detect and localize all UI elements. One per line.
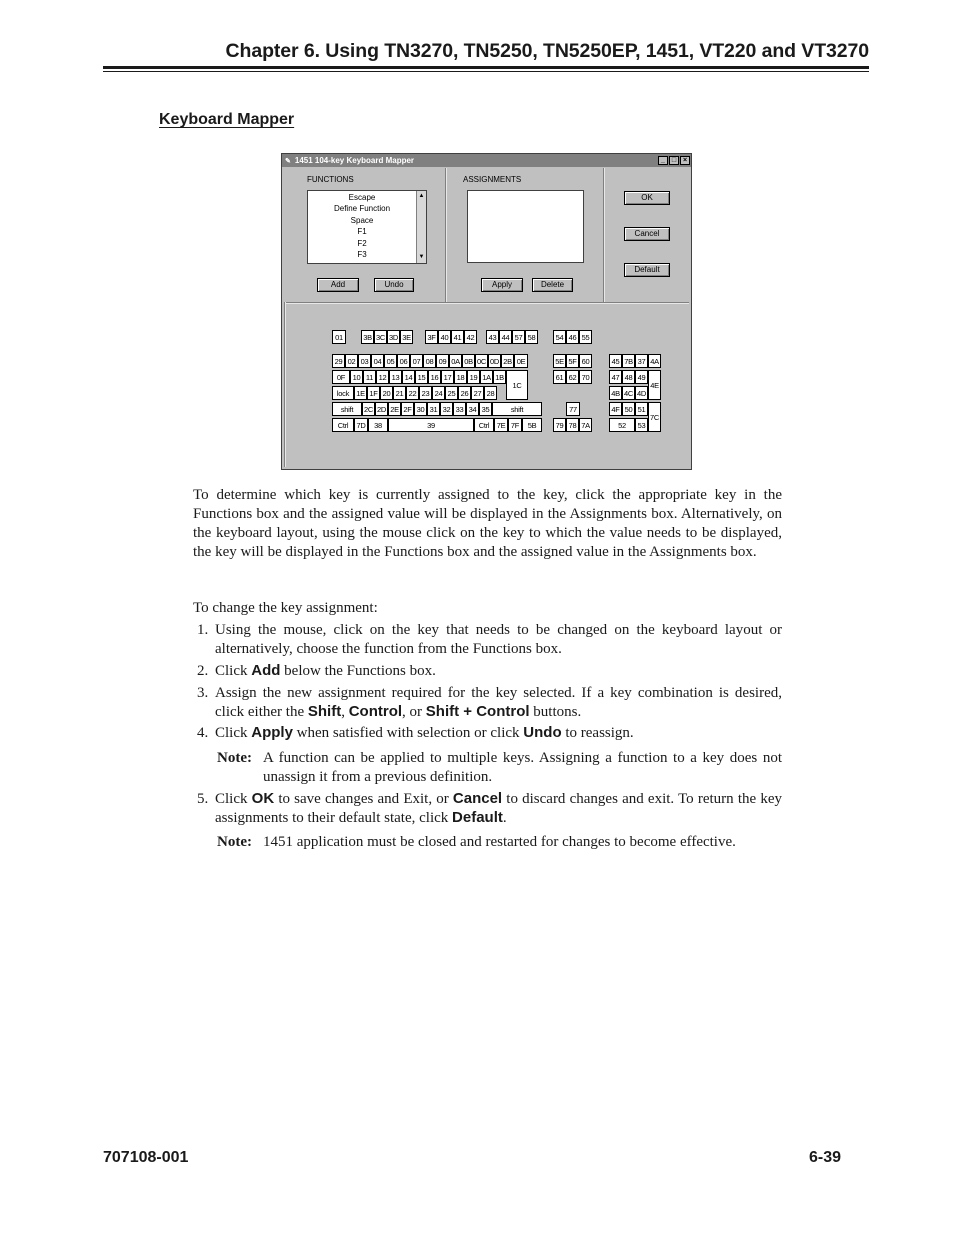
step-number: 3. <box>197 685 209 701</box>
chapter-title: Chapter 6. Using TN3270, TN5250, TN5250EP, 1451, VT220 and VT3270 <box>225 40 869 62</box>
keyboard-key[interactable]: 06 <box>397 354 410 368</box>
functions-listbox[interactable] <box>307 190 427 264</box>
list-item[interactable]: Escape <box>348 193 376 202</box>
keyboard-key[interactable]: shift <box>332 402 362 416</box>
keyboard-key[interactable]: 4F <box>609 402 622 416</box>
keyboard-key[interactable]: 58 <box>525 330 538 344</box>
header-rule <box>103 66 869 69</box>
list-item[interactable]: Space <box>350 215 374 225</box>
keyboard-key[interactable]: 40 <box>438 330 451 344</box>
keyboard-key[interactable]: 13 <box>389 370 402 384</box>
note-text: 1451 application must be closed and restarted for changes to become effective. <box>263 834 736 850</box>
doc-number: 707108-001 <box>103 1149 189 1166</box>
functions-label: FUNCTIONS <box>307 175 354 184</box>
keyboard-key[interactable]: 7D <box>354 418 368 432</box>
keyboard-key[interactable]: 20 <box>380 386 393 400</box>
step-number: 2. <box>197 663 209 679</box>
list-item[interactable]: F2 <box>357 238 367 248</box>
keyboard-key[interactable]: 30 <box>414 402 427 416</box>
keyboard-key[interactable]: 54 <box>553 330 566 344</box>
list-item[interactable]: Define Function <box>333 204 391 214</box>
keyboard-key[interactable]: 31 <box>427 402 440 416</box>
step-number: 5. <box>197 791 209 807</box>
keyboard-key[interactable]: 3E <box>400 330 413 344</box>
keyboard-key[interactable]: 48 <box>622 370 635 384</box>
keyboard-key[interactable]: 12 <box>376 370 389 384</box>
scroll-up-icon[interactable]: ▲ <box>418 193 425 199</box>
keyboard-key[interactable]: 3D <box>387 330 400 344</box>
note-label: Note: <box>217 750 252 766</box>
default-button[interactable]: Default <box>624 263 670 277</box>
keyboard-key[interactable]: 60 <box>579 354 592 368</box>
keyboard-key[interactable]: Ctrl <box>474 418 494 432</box>
keyboard-key[interactable]: 5E <box>553 354 566 368</box>
keyboard-key[interactable]: 02 <box>345 354 358 368</box>
keyboard-key[interactable]: 03 <box>358 354 371 368</box>
keyboard-key[interactable]: 25 <box>445 386 458 400</box>
keyboard-key[interactable]: 50 <box>622 402 635 416</box>
keyboard-key[interactable]: 39 <box>388 418 474 432</box>
panel-divider <box>284 302 689 304</box>
close-button[interactable]: × <box>680 156 690 165</box>
delete-button[interactable]: Delete <box>532 278 573 292</box>
page-number: 6-39 <box>808 1149 841 1166</box>
list-item[interactable]: F1 <box>357 227 367 237</box>
keyboard-key[interactable]: 17 <box>441 370 454 384</box>
keyboard-key[interactable]: 38 <box>368 418 388 432</box>
intro-paragraph: To determine which key is currently assigned to the key, click the appropriate key in the Functions box and the assigned value will be displayed in the Assignments box. Alternatively, on the keyboard layout, using the mouse click on the key to which the value needs to be displayed, the key will be displayed in the Functions box and the assigned value in the Assignments box. <box>193 487 782 560</box>
keyboard-key[interactable]: 57 <box>512 330 525 344</box>
keyboard-key[interactable]: 3C <box>374 330 387 344</box>
keyboard-key[interactable]: 22 <box>406 386 419 400</box>
keyboard-key[interactable]: 37 <box>635 354 648 368</box>
minimize-button[interactable]: _ <box>658 156 668 165</box>
keyboard-key[interactable]: shift <box>492 402 542 416</box>
list-item[interactable]: F3 <box>357 250 367 260</box>
functions-scrollbar[interactable] <box>416 191 426 263</box>
step-text: Assign the new assignment required for the key selected. If a key combination is desired, click either the Shift, Control, or Shift + Control buttons. <box>215 685 782 720</box>
keyboard-key[interactable]: 1F <box>367 386 380 400</box>
keyboard-key[interactable]: 16 <box>428 370 441 384</box>
keyboard-key[interactable]: 19 <box>467 370 480 384</box>
keyboard-key[interactable]: 41 <box>451 330 464 344</box>
assignments-label: ASSIGNMENTS <box>463 175 522 184</box>
keyboard-mapper-dialog <box>281 153 692 470</box>
keyboard-key[interactable]: 53 <box>635 418 648 432</box>
step-number: 1. <box>197 622 209 638</box>
keyboard-key[interactable]: 18 <box>454 370 467 384</box>
keyboard-key[interactable]: 45 <box>609 354 622 368</box>
keyboard-key[interactable]: 14 <box>402 370 415 384</box>
keyboard-key[interactable]: 35 <box>479 402 492 416</box>
keyboard-key[interactable]: 49 <box>635 370 648 384</box>
keyboard-key[interactable]: 1A <box>480 370 493 384</box>
apply-button[interactable]: Apply <box>481 278 523 292</box>
keyboard-key[interactable]: 55 <box>579 330 592 344</box>
keyboard-key[interactable]: 4E <box>648 370 661 400</box>
keyboard-key[interactable]: 52 <box>609 418 635 432</box>
step-number: 4. <box>197 725 209 741</box>
keyboard-key[interactable]: 15 <box>415 370 428 384</box>
keyboard-key[interactable]: lock <box>332 386 354 400</box>
keyboard-key[interactable]: 01 <box>332 330 346 344</box>
keyboard-key[interactable]: 2C <box>362 402 375 416</box>
keyboard-key[interactable]: 0F <box>332 370 350 384</box>
keyboard-key[interactable]: 2E <box>388 402 401 416</box>
keyboard-key[interactable]: 5B <box>522 418 542 432</box>
keyboard-key[interactable]: 28 <box>484 386 497 400</box>
keyboard-key[interactable]: 2B <box>501 354 514 368</box>
keyboard-key[interactable]: 7E <box>494 418 508 432</box>
keyboard-key[interactable]: 51 <box>635 402 648 416</box>
keyboard-key[interactable]: 44 <box>499 330 512 344</box>
keyboard-key[interactable]: 78 <box>566 418 579 432</box>
keyboard-key[interactable]: 29 <box>332 354 345 368</box>
panel-divider <box>284 302 286 467</box>
keyboard-key[interactable]: 0C <box>475 354 488 368</box>
keyboard-key[interactable]: 32 <box>440 402 453 416</box>
header-rule-thin <box>103 71 869 72</box>
keyboard-key[interactable]: 5F <box>566 354 579 368</box>
keyboard-key[interactable]: 10 <box>350 370 363 384</box>
keyboard-key[interactable]: 1E <box>354 386 367 400</box>
dialog-titlebar <box>282 154 691 167</box>
note-label: Note: <box>217 834 252 850</box>
keyboard-key[interactable]: Ctrl <box>332 418 354 432</box>
keyboard-key[interactable]: 62 <box>566 370 579 384</box>
assignments-listbox[interactable] <box>467 190 584 263</box>
step-text: Click Add below the Functions box. <box>215 662 436 679</box>
keyboard-key[interactable]: 33 <box>453 402 466 416</box>
keyboard-key[interactable]: 4A <box>648 354 661 368</box>
keyboard-key[interactable]: 4B <box>609 386 622 400</box>
keyboard-key[interactable]: 4C <box>622 386 635 400</box>
keyboard-key[interactable]: 34 <box>466 402 479 416</box>
keyboard-key[interactable]: 7B <box>622 354 635 368</box>
keyboard-key[interactable]: 07 <box>410 354 423 368</box>
keyboard-key[interactable]: 1C <box>506 370 528 400</box>
keyboard-key[interactable]: 27 <box>471 386 484 400</box>
keyboard-key[interactable]: 23 <box>419 386 432 400</box>
keyboard-key[interactable]: 3B <box>361 330 374 344</box>
keyboard-key[interactable]: 05 <box>384 354 397 368</box>
keyboard-key[interactable]: 79 <box>553 418 566 432</box>
step-text: Click Apply when satisfied with selection or click Undo to reassign. <box>215 724 634 741</box>
keyboard-key[interactable]: 0B <box>462 354 475 368</box>
keyboard-key[interactable]: 3F <box>425 330 438 344</box>
keyboard-key[interactable]: 11 <box>363 370 376 384</box>
keyboard-key[interactable]: 61 <box>553 370 566 384</box>
keyboard-key[interactable]: 7F <box>508 418 522 432</box>
change-intro: To change the key assignment: <box>193 600 378 616</box>
scroll-down-icon[interactable]: ▼ <box>418 254 425 260</box>
keyboard-key[interactable]: 70 <box>579 370 592 384</box>
add-button[interactable]: Add <box>317 278 359 292</box>
keyboard-key[interactable]: 7C <box>648 402 661 432</box>
keyboard-key[interactable]: 21 <box>393 386 406 400</box>
keyboard-key[interactable]: 24 <box>432 386 445 400</box>
step-text: Click OK to save changes and Exit, or Cancel to discard changes and exit. To return the key assignments to their default state, click Default. <box>215 790 782 826</box>
keyboard-key[interactable]: 46 <box>566 330 579 344</box>
keyboard-key[interactable]: 08 <box>423 354 436 368</box>
keyboard-key[interactable]: 09 <box>436 354 449 368</box>
keyboard-key[interactable]: 4D <box>635 386 648 400</box>
step-text: Using the mouse, click on the key that needs to be changed on the keyboard layout or alternatively, choose the function from the Functions box. <box>215 622 782 657</box>
keyboard-key[interactable]: 26 <box>458 386 471 400</box>
undo-button[interactable]: Undo <box>374 278 414 292</box>
keyboard-key[interactable]: 2F <box>401 402 414 416</box>
panel-divider <box>445 168 447 302</box>
panel-divider <box>603 168 605 302</box>
cancel-button[interactable]: Cancel <box>624 227 670 241</box>
keyboard-key[interactable]: 04 <box>371 354 384 368</box>
keyboard-key[interactable]: 1B <box>493 370 506 384</box>
app-icon: ✎ <box>285 157 291 165</box>
keyboard-key[interactable]: 2D <box>375 402 388 416</box>
keyboard-key[interactable]: 0D <box>488 354 501 368</box>
keyboard-key[interactable]: 43 <box>486 330 499 344</box>
page-header <box>103 40 869 63</box>
ok-button[interactable]: OK <box>624 191 670 205</box>
dialog-title: 1451 104-key Keyboard Mapper <box>294 156 415 165</box>
keyboard-key[interactable]: 77 <box>566 402 580 416</box>
section-title: Keyboard Mapper <box>159 111 295 128</box>
note-text: A function can be applied to multiple keys. Assigning a function to a key does not unassign it from a previous definition. <box>263 750 782 785</box>
keyboard-key[interactable]: 42 <box>464 330 477 344</box>
keyboard-key[interactable]: 0A <box>449 354 462 368</box>
maximize-button[interactable]: □ <box>669 156 679 165</box>
keyboard-key[interactable]: 0E <box>514 354 528 368</box>
keyboard-key[interactable]: 7A <box>579 418 592 432</box>
keyboard-key[interactable]: 47 <box>609 370 622 384</box>
